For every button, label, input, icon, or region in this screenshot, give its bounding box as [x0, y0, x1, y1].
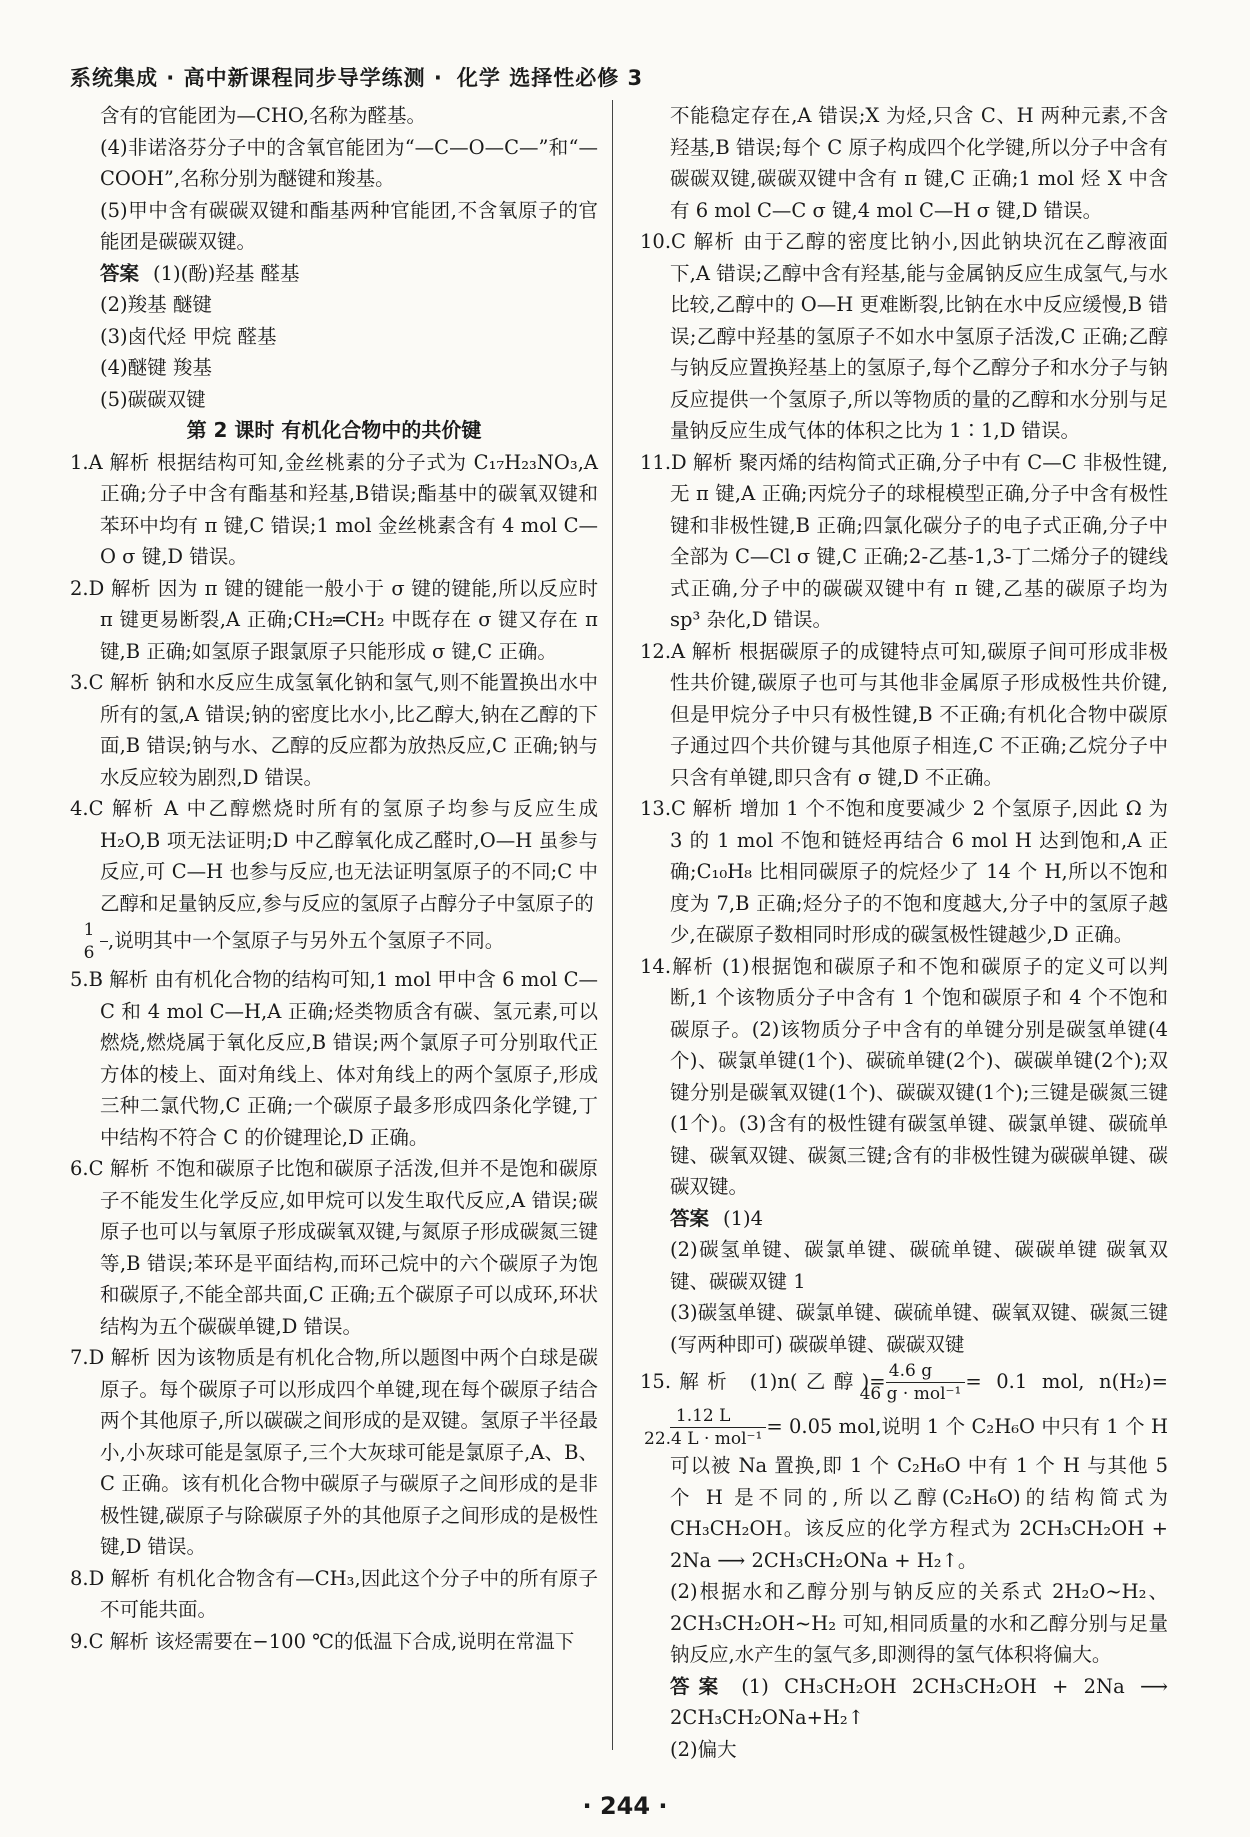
book-subject: 化学 选择性必修 3 — [456, 66, 644, 90]
answer-line: (4)醚键 羧基 — [100, 356, 212, 379]
question-6: 6.C 解析 不饱和碳原子比饱和碳原子活泼,但并不是饱和碳原子不能发生化学反应,如甲烷可以发生取代反应,A 错误;碳原子也可以与氧原子形成碳氧双键,与氮原子形成碳氮三键等,B 错误;苯环是平面结构,而环己烷中的六个碳原子为饱和碳原子,不能全部共面,C 正确;五个碳原子可以成环,环状结构为五个碳碳单键,D 错误。 — [70, 1157, 598, 1338]
answer-line: (2)羧基 醚键 — [100, 293, 212, 316]
running-header — [70, 62, 1200, 92]
fraction-numerator: 1 — [100, 919, 108, 942]
answer-line: (3)碳氢单键、碳氯单键、碳硫单键、碳氧双键、碳氮三键(写两种即可) 碳碳单键、碳碳双键 — [670, 1301, 1168, 1356]
answer-line — [70, 258, 598, 290]
question-12: 12.A 解析 根据碳原子的成键特点可知,碳原子间可形成非极性共价键,碳原子也可与其他非金属原子形成极性共价键,但是甲烷分子中只有极性键,B 不正确;有机化合物中碳原子通过四个共价键与其他原子相连,C 不正确;乙烷分子中只含有单键,即只含有 σ 键,D 不正确。 — [640, 639, 1168, 789]
question-4-text-end: ,说明其中一个氢原子与另外五个氢原子不同。 — [108, 929, 505, 952]
question-7: 7.D 解析 因为该物质是有机化合物,所以题图中两个白球是碳原子。每个碳原子可以形成四个单键,现在每个碳原子结合两个其他原子,所以碳碳之间形成的是双键。氢原子半径最小,小灰球可能是氢原子,三个大灰球可能是氯原子,A、B、C 正确。该有机化合物中碳原子与碳原子之间形成的是非极性键,碳原子与除碳原子外的其他原子之间形成的是极性键,D 错误。 — [70, 1346, 598, 1558]
question-1: 1.A 解析 根据结构可知,金丝桃素的分子式为 C₁₇H₂₃NO₃,A 正确;分子中含有酯基和羟基,B错误;酯基中的碳氧双键和苯环中均有 π 键,C 错误;1 mol 金丝桃素含有 4 mol C—O σ 键,D 错误。 — [70, 450, 598, 568]
question-15-text: = 0.1 mol, n(H₂)= — [965, 1370, 1168, 1393]
answer-tag: 答案 — [670, 1674, 728, 1698]
paragraph: (4)非诺洛芬分子中的含氧官能团为“—C—O—C—”和“—COOH”,名称分别为醚键和羧基。 — [100, 135, 598, 190]
answer-tag: 答案 — [670, 1206, 710, 1230]
question-4 — [70, 793, 598, 964]
answer-text: (1)4 — [723, 1206, 764, 1230]
book-title: 系统集成 · 高中新课程同步导学练测 · — [70, 66, 443, 90]
question-4-text: 4.C 解析 A 中乙醇燃烧时所有的氢原子均参与反应生成 H₂O,B 项无法证明;D 中乙醇氧化成乙醛时,O—H 虽参与反应,可 C—H 也参与反应,也无法证明氢原子的不同;C 中乙醇和足量钠反应,参与反应的氢原子占醇分子中氢原子的 — [70, 797, 598, 915]
answer-tag: 答案 — [100, 261, 140, 285]
question-15-text: = 0.05 mol,说明 1 个 C₂H₆O 中只有 1 个 H 可以被 Na 置换,即 1 个 C₂H₆O 中有 1 个 H 与其他 5 个 H 是不同的,所以乙醇(C₂H₆O)的结构简式为 CH₃CH₂OH。该反应的化学方程式为 2CH₃CH₂OH + 2Na ⟶ 2CH₃CH₂ONa + H₂↑。 — [670, 1415, 1168, 1572]
fraction-denominator: 6 — [83, 943, 95, 963]
question-3: 3.C 解析 钠和水反应生成氢氧化钠和氢气,则不能置换出水中所有的氢,A 错误;钠的密度比水小,比乙醇大,钠在乙醇的下面,B 错误;钠与水、乙醇的反应都为放热反应,C 正确;钠与水反应较为剧烈,D 错误。 — [70, 671, 598, 789]
question-8: 8.D 解析 有机化合物含有—CH₃,因此这个分子中的所有原子不可能共面。 — [70, 1566, 598, 1621]
fraction — [644, 1405, 766, 1450]
fraction-denominator: 46 g · mol⁻¹ — [859, 1384, 962, 1404]
answer-line: (5)碳碳双键 — [100, 387, 206, 411]
question-10: 10.C 解析 由于乙醇的密度比钠小,因此钠块沉在乙醇液面下,A 错误;乙醇中含有羟基,能与金属钠反应生成氢气,与水比较,乙醇中的 O—H 更难断裂,比钠在水中反应缓慢,B 错误;乙醇中羟基的氢原子不如水中氢原子活泼,C 正确;乙醇与钠反应置换羟基上的氢原子,每个乙醇分子和水分子与钠反应提供一个氢原子,所以等物质的量的乙醇和水分别与足量钠反应生成气体的体积之比为 1∶1,D 错误。 — [640, 230, 1168, 442]
left-column — [70, 100, 598, 1657]
question-15 — [640, 1360, 1168, 1576]
answer-line: (2)碳氢单键、碳氯单键、碳硫单键、碳碳单键 碳氧双键、碳碳双键 1 — [670, 1238, 1168, 1293]
question-13: 13.C 解析 增加 1 个不饱和度要减少 2 个氢原子,因此 Ω 为 3 的 1 mol 不饱和链烃再结合 6 mol H 达到饱和,A 正确;C₁₀H₈ 比相同碳原子的烷烃少了 14 个 H,所以不饱和度为 7,B 正确;烃分子的不饱和度越大,分子中的氢原子越少,在碳原子数相同时形成的碳氢极性键越少,D 正确。 — [640, 797, 1168, 946]
answer-line: (2)偏大 — [670, 1737, 737, 1761]
page-number: · 244 · — [582, 1792, 668, 1820]
paragraph: 含有的官能团为—CHO,名称为醛基。 — [100, 104, 426, 127]
question-15-part-2: (2)根据水和乙醇分别与钠反应的关系式 2H₂O~H₂、2CH₃CH₂OH~H₂ 可知,相同质量的水和乙醇分别与足量钠反应,水产生的氢气多,即测得的氢气体积将偏大。 — [670, 1580, 1168, 1666]
paragraph: (5)甲中含有碳碳双键和酯基两种官能团,不含氧原子的官能团是碳碳双键。 — [100, 198, 598, 253]
question-15-text: 15.解析 (1)n(乙醇)= — [640, 1370, 886, 1393]
fraction-denominator: 22.4 L · mol⁻¹ — [644, 1429, 763, 1449]
answer-text: (1)(酚)羟基 醛基 — [153, 261, 300, 285]
fraction — [83, 919, 108, 964]
question-9-continued: 不能稳定存在,A 错误;X 为烃,只含 C、H 两种元素,不含羟基,B 错误;每个 C 原子构成四个化学键,所以分子中含有碳碳双键,碳碳双键中含有 π 键,C 正确;1 mol 烃 X 中含有 6 mol C—C σ 键,4 mol C—H σ 键,D 错误。 — [670, 104, 1168, 222]
answer-text: (1) CH₃CH₂OH 2CH₃CH₂OH + 2Na ⟶ 2CH₃CH₂ONa+H₂↑ — [670, 1674, 1168, 1729]
section-heading: 第 2 课时 有机化合物中的共价键 — [186, 418, 482, 442]
answer-line — [640, 1203, 1168, 1235]
question-9: 9.C 解析 该烃需要在−100 ℃的低温下合成,说明在常温下 — [70, 1629, 575, 1653]
fraction — [859, 1360, 966, 1405]
answer-line — [640, 1671, 1168, 1734]
question-5: 5.B 解析 由有机化合物的结构可知,1 mol 甲中含 6 mol C—C 和 4 mol C—H,A 正确;烃类物质含有碳、氢元素,可以燃烧,燃烧属于氧化反应,B 错误;两个氯原子可分别取代正方体的棱上、面对角线上、体对角线上的两个氢原子,形成三种二氯代物,C 正确;一个碳原子最多形成四条化学键,丁中结构不符合 C 的价键理论,D 正确。 — [70, 968, 598, 1149]
right-column — [640, 100, 1168, 1765]
fraction-numerator: 1.12 L — [670, 1405, 766, 1428]
answer-line: (3)卤代烃 甲烷 醛基 — [100, 324, 277, 348]
question-11: 11.D 解析 聚丙烯的结构简式正确,分子中有 C—C 非极性键,无 π 键,A 正确;丙烷分子的球棍模型正确,分子中含有极性键和非极性键,B 正确;四氯化碳分子的电子式正确,分子中全部为 C—Cl σ 键,C 正确;2-乙基-1,3-丁二烯分子的键线式正确,分子中的碳碳双键中有 π 键,乙基的碳原子均为 sp³ 杂化,D 错误。 — [640, 450, 1168, 631]
column-divider — [612, 100, 613, 1750]
fraction-numerator: 4.6 g — [886, 1360, 966, 1383]
question-2: 2.D 解析 因为 π 键的键能一般小于 σ 键的键能,所以反应时 π 键更易断裂,A 正确;CH₂═CH₂ 中既存在 σ 键又存在 π 键,B 正确;如氢原子跟氯原子只能形成 σ 键,C 正确。 — [70, 576, 598, 663]
question-14: 14.解析 (1)根据饱和碳原子和不饱和碳原子的定义可以判断,1 个该物质分子中含有 1 个饱和碳原子和 4 个不饱和碳原子。(2)该物质分子中含有的单键分别是碳氢单键(4个)、碳氯单键(1个)、碳硫单键(2个)、碳碳单键(2个);双键分别是碳氧双键(1个)、碳碳双键(1个);三键是碳氮三键(1个)。(3)含有的极性键有碳氢单键、碳氯单键、碳硫单键、碳氧双键、碳氮三键;含有的非极性键为碳碳单键、碳碳双键。 — [640, 954, 1168, 1198]
